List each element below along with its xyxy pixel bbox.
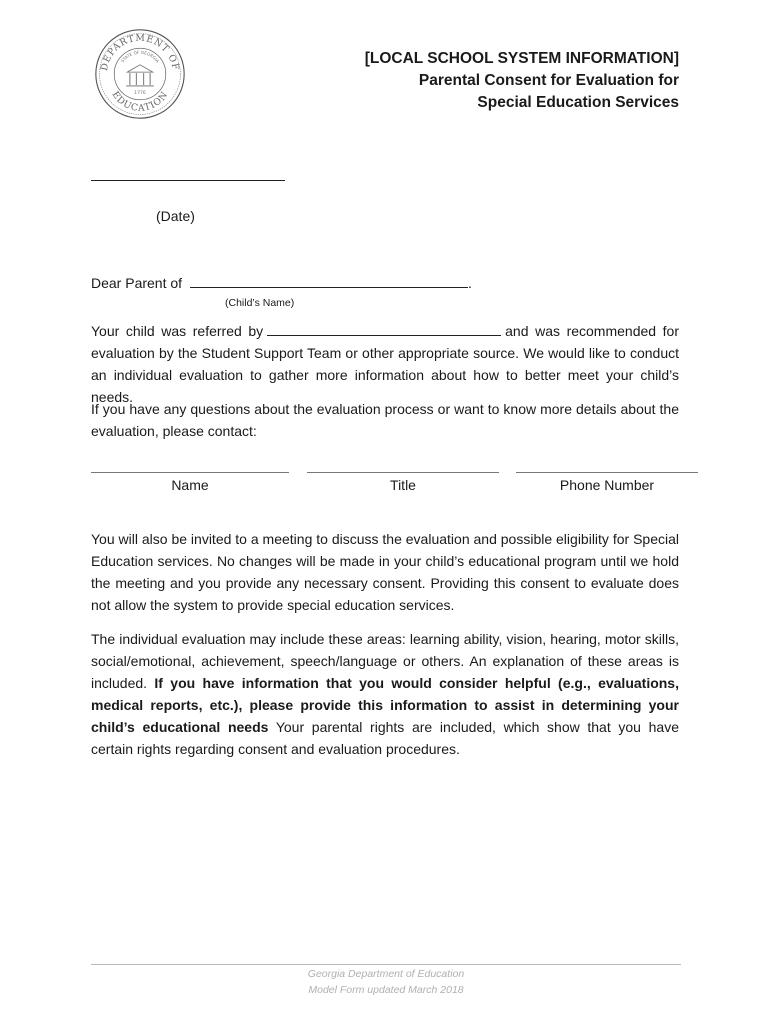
contact-title-blank[interactable] xyxy=(307,472,499,473)
contact-phone-blank[interactable] xyxy=(516,472,698,473)
local-school-system-title: [LOCAL SCHOOL SYSTEM INFORMATION] xyxy=(364,50,679,67)
footer-line-1: Georgia Department of Education xyxy=(307,968,465,980)
contact-phone-label: Phone Number xyxy=(559,477,655,493)
referred-by-blank[interactable] xyxy=(267,323,501,336)
child-name-label: (Child’s Name) xyxy=(225,297,295,309)
svg-text:1776: 1776 xyxy=(134,91,146,97)
footer-divider xyxy=(91,964,681,965)
form-title-line-1: Parental Consent for Evaluation for xyxy=(418,72,679,89)
questions-paragraph: If you have any questions about the evaluation process or want to know more details about the evaluation, please contact: xyxy=(91,401,679,439)
child-name-blank[interactable] xyxy=(190,275,468,288)
dear-parent-text: Dear Parent of xyxy=(91,275,183,291)
evaluation-areas-paragraph: The individual evaluation may include these areas: learning ability, vision, hearing, motor skills, social/emotional, achievement, speech/language or others. An explanation of these areas is included. If you have information that you would consider helpful (e.g., evaluations, medical reports, etc.), please provide this information to assist in determining your child’s educational needs Your parental rights are included, which show that you have certain rights regarding consent and evaluation procedures. xyxy=(91,631,679,757)
footer-line-2: Model Form updated March 2018 xyxy=(308,984,464,996)
dear-parent-line: Dear Parent of . xyxy=(91,275,472,291)
date-blank-line[interactable] xyxy=(91,180,285,181)
document-header xyxy=(365,48,679,114)
svg-text:EDUCATION: EDUCATION xyxy=(109,89,171,114)
georgia-doe-seal-logo xyxy=(94,28,186,120)
helpful-info-request: If you have information that you would consider helpful (e.g., evaluations, medical reports, etc.), please provide this information to assist in determining your child’s educational needs xyxy=(91,675,679,735)
contact-name-label: Name xyxy=(171,477,209,493)
referral-paragraph: Your child was referred by and was recommended for evaluation by the Student Support Team or other appropriate source. We would like to conduct an individual evaluation to gather more information about how to better meet your child’s needs. xyxy=(91,323,679,405)
svg-text:STATE OF GEORGIA: STATE OF GEORGIA xyxy=(119,49,161,64)
form-title-line-2: Special Education Services xyxy=(477,94,679,111)
date-label: (Date) xyxy=(156,208,195,224)
meeting-paragraph: You will also be invited to a meeting to discuss the evaluation and possible eligibility for Special Education services. No changes will be made in your child’s educational program until we hold the meeting and you provide any necessary consent. Providing this consent to evaluate does not allow the system to provide special education services. xyxy=(91,531,679,613)
contact-name-blank[interactable] xyxy=(91,472,289,473)
svg-text:DEPARTMENT OF: DEPARTMENT OF xyxy=(98,32,182,72)
contact-title-label: Title xyxy=(390,477,416,493)
